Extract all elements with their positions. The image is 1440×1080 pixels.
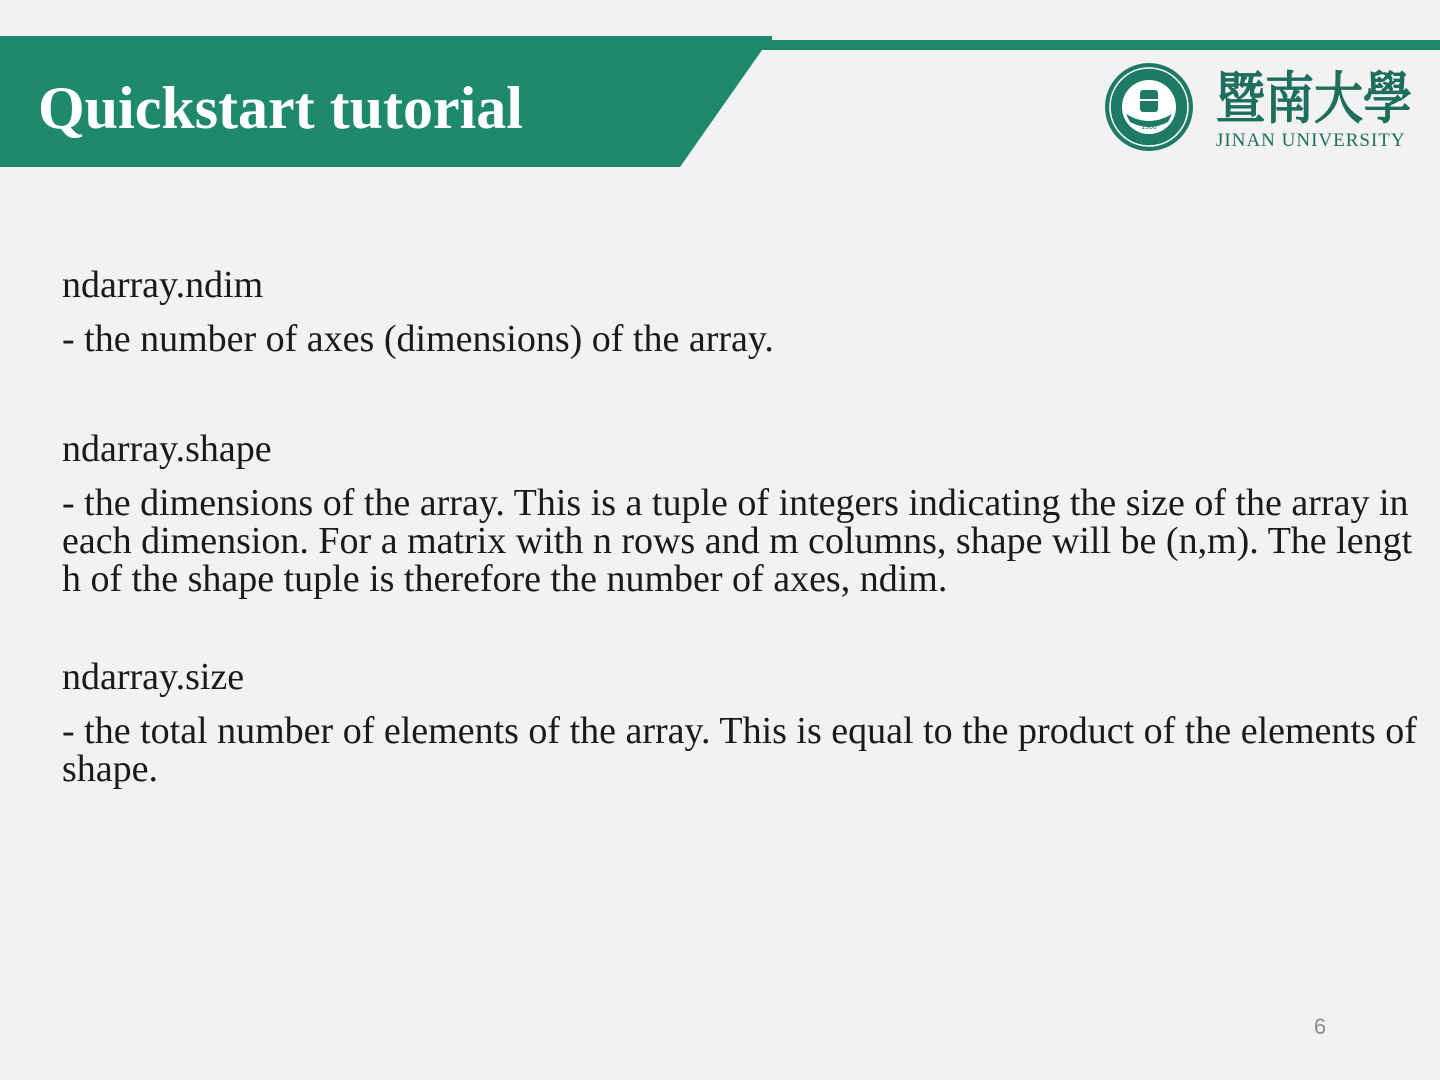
slide-title: Quickstart tutorial: [38, 75, 523, 141]
university-seal-icon: [1104, 62, 1194, 152]
slide-content: [62, 262, 1424, 788]
svg-text:1906: 1906: [1141, 124, 1157, 131]
term-size: ndarray.size: [62, 656, 245, 698]
university-logo: [1104, 62, 1424, 156]
description-ndim: - the number of axes (dimensions) of the array.: [62, 318, 774, 360]
page-number: 6: [1313, 1014, 1327, 1039]
university-name-cn: [1216, 64, 1416, 132]
svg-text:暨南大學: 暨南大學: [1216, 66, 1412, 132]
term-ndim: ndarray.ndim: [62, 264, 264, 306]
university-name-en: JINAN UNIVERSITY: [1216, 130, 1406, 151]
description-shape: - the dimensions of the array. This is a tuple of integers indicating the size of the array in each dimension. For a matrix with n rows and m columns, shape will be (n,m). The length of the shape tuple is therefore the number of axes, ndim.: [62, 482, 1413, 600]
description-size: - the total number of elements of the array. This is equal to the product of the elements of shape.: [62, 710, 1417, 790]
term-shape: ndarray.shape: [62, 428, 272, 470]
